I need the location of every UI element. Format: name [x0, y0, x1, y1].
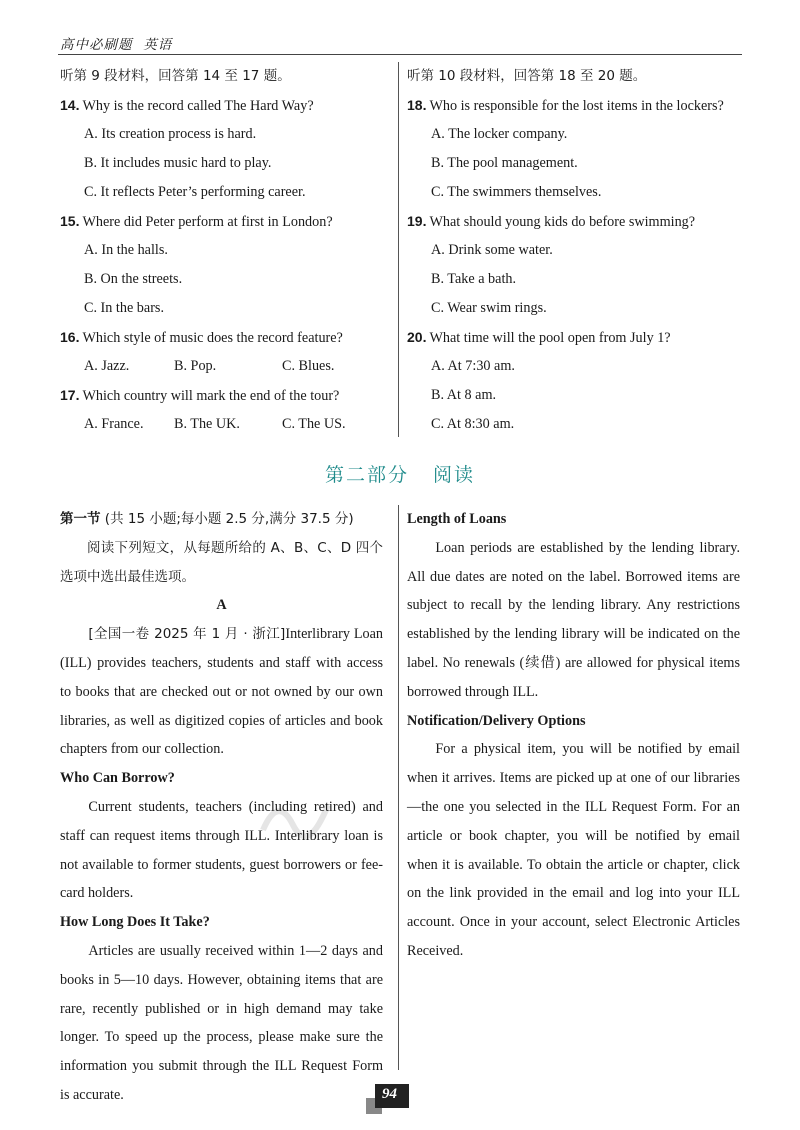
listening-intro-9: 听第 9 段材料，回答第 14 至 17 题。	[60, 68, 291, 84]
heading-notification: Notification/Delivery Options	[407, 712, 586, 729]
q16-option-b: B. Pop.	[174, 358, 217, 374]
listening-right-column	[407, 62, 752, 439]
heading-how-long: How Long Does It Take?	[60, 914, 210, 931]
section-title	[0, 460, 800, 487]
q19-option-c: C. Wear swim rings.	[431, 300, 547, 316]
paragraph-length-of-loans: Loan periods are established by the lending library. All due dates are noted on the label. Borrowed items are subject to recall by the lending library. Any restrictions established by the lending library will be indicated on the label. No renewals (续借) are allowed for physical items borrowed through ILL.	[407, 539, 740, 700]
q18-option-c: C. The swimmers themselves.	[431, 184, 602, 200]
column-divider-bottom	[398, 505, 399, 1070]
heading-length-of-loans: Length of Loans	[407, 511, 507, 527]
passage-intro: [全国一卷 2025 年 1 月 · 浙江]Interlibrary Loan (ILL) provides teachers, students and staff with access to books that are checked out or not owned by our own libraries, as well as digitized copies of articles and book chapters from our collection.	[60, 626, 384, 758]
q18-option-a: A. The locker company.	[431, 126, 568, 142]
paragraph-notification: For a physical item, you will be notified by email when it arrives. Items are picked up at one of our libraries—the one you selected in the ILL Request Form. For an article or book chapter, you will be notified by email when it is available. To obtain the article or chapter, click on the link provided in the email and log into your ILL account. Once in your account, select Electronic Articles Received.	[407, 741, 740, 959]
passage-label: A	[216, 597, 227, 614]
q17-options	[60, 410, 395, 439]
section-info: (共 15 小题;每小题 2.5 分,满分 37.5 分)	[104, 511, 354, 527]
q15-option-a: A. In the halls.	[84, 242, 168, 258]
page-header	[60, 33, 178, 54]
heading-who-can-borrow: Who Can Borrow?	[60, 770, 175, 787]
q16-option-c: C. Blues.	[282, 358, 335, 374]
q14-option-c: C. It reflects Peter’s performing career.	[84, 184, 306, 200]
listening-intro-10: 听第 10 段材料，回答第 18 至 20 题。	[407, 68, 647, 84]
question-16: 16. Which style of music does the record feature?	[60, 329, 343, 346]
q16-options	[60, 352, 395, 381]
q19-option-b: B. Take a bath.	[431, 271, 517, 287]
q15-option-b: B. On the streets.	[84, 271, 183, 287]
q19-option-a: A. Drink some water.	[431, 242, 553, 258]
listening-left-column	[60, 62, 395, 439]
q20-option-b: B. At 8 am.	[431, 387, 497, 403]
paragraph-how-long: Articles are usually received within 1—2 days and books in 5—10 days. However, obtaining items that are rare, recently published or in high demand may take longer. To speed up the process, please make sure the information you submit through the ILL Request Form is accurate.	[60, 942, 383, 1103]
q20-option-a: A. At 7:30 am.	[431, 358, 515, 374]
q14-option-b: B. It includes music hard to play.	[84, 155, 272, 171]
question-14: 14. Why is the record called The Hard Way?	[60, 97, 314, 114]
question-20: 20. What time will the pool open from July 1?	[407, 329, 671, 346]
reading-instructions: 阅读下列短文，从每题所给的 A、B、C、D 四个选项中选出最佳选项。	[60, 539, 383, 585]
section-part: 第二部分	[324, 464, 409, 486]
section-instruction-header	[60, 505, 383, 534]
q17-option-c: C. The US.	[282, 416, 346, 432]
q16-option-a: A. Jazz.	[84, 358, 130, 374]
q17-option-a: A. France.	[84, 416, 144, 432]
q17-option-b: B. The UK.	[174, 416, 240, 432]
section-label: 第一节	[60, 511, 101, 527]
header-rule	[58, 54, 742, 55]
reading-right-column	[407, 505, 740, 966]
q20-option-c: C. At 8:30 am.	[431, 416, 515, 432]
watermark-icon	[258, 790, 338, 840]
page-number: 94	[382, 1086, 397, 1102]
q15-option-c: C. In the bars.	[84, 300, 164, 316]
q18-option-b: B. The pool management.	[431, 155, 578, 171]
passage-source: [全国一卷 2025 年 1 月 · 浙江]	[88, 626, 286, 643]
q14-option-a: A. Its creation process is hard.	[84, 126, 257, 142]
subject-title: 英语	[143, 37, 173, 53]
book-title: 高中必刷题	[60, 37, 133, 53]
question-17: 17. Which country will mark the end of the tour?	[60, 387, 340, 404]
question-19: 19. What should young kids do before swimming?	[407, 213, 696, 230]
question-15: 15. Where did Peter perform at first in London?	[60, 213, 333, 230]
question-18: 18. Who is responsible for the lost items in the lockers?	[407, 97, 724, 114]
column-divider-top	[398, 62, 399, 437]
section-name: 阅读	[433, 464, 476, 486]
paragraph-who-can-borrow: Current students, teachers (including retired) and staff can request items through ILL. Interlibrary loan is not available to former students, guest borrowers or fee-card holders.	[60, 798, 383, 902]
